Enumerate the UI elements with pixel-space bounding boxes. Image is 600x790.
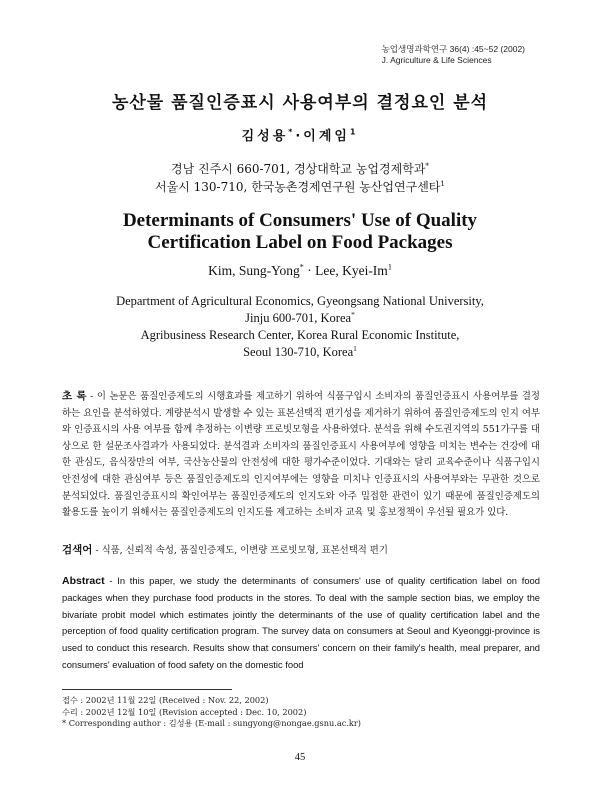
keywords-text: - 식품, 신뢰적 속성, 품질인증제도, 이변량 프로빗모형, 표본선택적 편기 bbox=[92, 545, 388, 556]
footnote-received: 접수 : 2002년 11월 22일 (Received : Nov. 22, 2002) bbox=[62, 695, 269, 705]
footnote-divider bbox=[62, 689, 232, 690]
abstract-english-label: Abstract bbox=[62, 575, 105, 587]
title-korean: 농산물 품질인증표시 사용여부의 결정요인 분석 bbox=[111, 93, 489, 113]
affiliations-english bbox=[0, 293, 600, 361]
affiliations-korean bbox=[0, 160, 600, 196]
affiliation-en-line-4-text: Seoul 130-710, Korea bbox=[243, 345, 354, 359]
author-separator-en: · bbox=[303, 263, 316, 278]
affiliation-2-korean bbox=[0, 178, 600, 196]
abstract-korean-label: 초 록 bbox=[62, 390, 87, 402]
affiliation-1-korean bbox=[0, 160, 600, 178]
author-1-mark: * bbox=[288, 127, 296, 137]
affiliation-1-mark: * bbox=[425, 161, 429, 170]
affiliation-en-line-2-mark: * bbox=[351, 309, 355, 319]
page-number: 45 bbox=[294, 752, 306, 763]
affiliation-en-line-4 bbox=[0, 344, 600, 361]
affiliation-2-text: 서울시 130-710, 한국농촌경제연구원 농산업연구센타 bbox=[155, 180, 441, 194]
author-1-korean: 김성용 bbox=[241, 129, 289, 144]
affiliation-en-line-2-text: Jinju 600-701, Korea bbox=[245, 311, 352, 325]
title-english-line-2: Certification Label on Food Packages bbox=[147, 232, 453, 253]
footnote-accepted: 수리 : 2002년 12월 10일 (Revision accepted : Dec. 10, 2002) bbox=[62, 706, 307, 717]
authors-korean bbox=[0, 125, 600, 144]
author-2-korean: 이계임 bbox=[303, 129, 350, 144]
affiliation-1-text: 경남 진주시 660-701, 경상대학교 농업경제학과 bbox=[170, 162, 426, 176]
affiliation-en-line-2 bbox=[0, 310, 600, 327]
title-english bbox=[0, 210, 600, 254]
affiliation-en-line-3: Agribusiness Research Center, Korea Rural Economic Institute, bbox=[140, 328, 460, 342]
affiliation-en-line-4-mark: 1 bbox=[353, 343, 357, 353]
journal-name: J. Agriculture & Life Sciences bbox=[381, 55, 492, 65]
author-2-english: Lee, Kyei-Im bbox=[315, 263, 388, 278]
abstract-korean-text: - 이 논문은 품질인증제도의 시행효과를 제고하기 위하여 식품구입시 소비자의 품질인증표시 사용여부를 결정하는 요인을 분석하였다. 계량분석시 발생할 수 있는 표본선택적 편기성을 제거하기 위하여 품질인증제도의 인지 여부와 인증표시의 사용 여부를 함께 추정하는 이변량 프로빗모형을 사용하였다. 분석을 위해 수도권지역의 551가구를 대상으로 한 설문조사결과가 사용되었다. 분석결과 소비자의 품질인증표시 사용여부에 영향을 미치는 변수는 건강에 대한 관심도, 음식장만의 여부, 국산농산물의 안전성에 대한 평가수준이었다. 기대와는 달리 교육수준이나 식품구입시 안전성에 대한 관심여부 등은 품질인증제도의 인지여부에는 영향을 미치나 인증표시의 사용여부와는 무관한 것으로 분석되었다. 품질인증표시의 확인여부는 품질인증제도의 인지도와 아주 밀접한 관련이 있기 때문에 품질인증제도의 활용도를 높이기 위해서는 품질인증제도의 인지도를 제고하는 소비자 교육 및 홍보정책이 우선될 필요가 있다. bbox=[62, 391, 540, 519]
journal-citation: 농업생명과학연구 36(4) :45~52 (2002) bbox=[381, 44, 525, 54]
journal-header bbox=[382, 44, 525, 66]
authors-english bbox=[0, 263, 600, 279]
author-2-mark-en: 1 bbox=[387, 262, 392, 272]
author-2-mark: 1 bbox=[349, 127, 359, 137]
footnotes bbox=[62, 695, 540, 730]
title-english-line-1: Determinants of Consumers' Use of Quality bbox=[122, 210, 478, 231]
keywords bbox=[62, 543, 540, 558]
affiliation-2-mark: 1 bbox=[440, 179, 445, 188]
author-1-english: Kim, Sung-Yong bbox=[208, 263, 300, 278]
affiliation-en-line-1: Department of Agricultural Economics, Gyeongsang National University, bbox=[116, 294, 484, 308]
abstract-korean bbox=[62, 388, 540, 522]
footnote-corresponding-author: * Corresponding author : 김성용 (E-mail : sungyong@nongae.gsnu.ac.kr) bbox=[62, 718, 361, 728]
abstract-english bbox=[62, 573, 540, 674]
author-1-mark-en: * bbox=[299, 262, 304, 272]
abstract-english-text: - In this paper, we study the determinants of consumers' use of quality certification label on food packages when they purchase food products in the stores. To deal with the sample section bias, we employ the bivariate probit model which estimates jointly the determinants of the use of quality certification label and the perception of food quality certification program. The survey data on consumers at Seoul and Kyeonggi-province is used to conduct this research. Results show that consumers' concern on their family's health, meal preparer, and consumers' evaluation of food safety on the domestic food bbox=[62, 575, 540, 670]
author-separator: · bbox=[295, 129, 304, 144]
keywords-label: 검색어 bbox=[62, 544, 93, 556]
